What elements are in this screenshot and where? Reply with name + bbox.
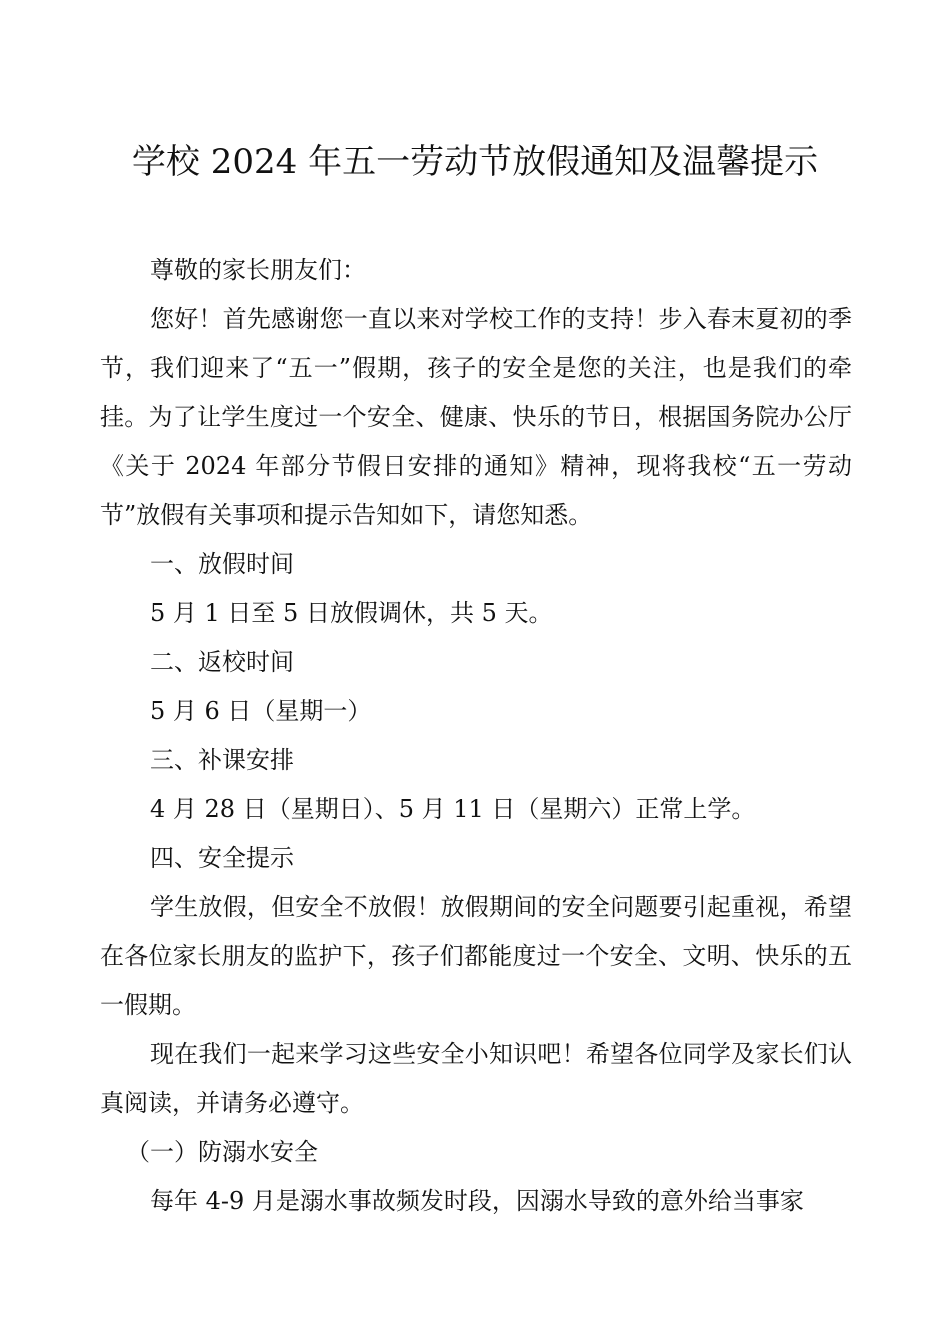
subsection-text-drowning: 每年 4-9 月是溺水事故频发时段，因溺水导致的意外给当事家 [150,1187,804,1215]
salutation: 尊敬的家长朋友们： [150,256,366,284]
document-title: 学校 2024 年五一劳动节放假通知及温馨提示 [131,142,819,182]
document-body [100,246,852,1226]
section-heading-holiday-time: 一、放假时间 [150,550,294,578]
section-heading-safety-tips: 四、安全提示 [150,844,294,872]
section-heading-makeup-classes: 三、补课安排 [150,746,294,774]
section-heading-return-time: 二、返校时间 [150,648,294,676]
section-text-safety-tips-1: 学生放假，但安全不放假！放假期间的安全问题要引起重视，希望在各位家长朋友的监护下，孩子们都能度过一个安全、文明、快乐的五一假期。 [100,893,852,1019]
intro-paragraph: 您好！首先感谢您一直以来对学校工作的支持！步入春末夏初的季节，我们迎来了“五一”假期，孩子的安全是您的关注，也是我们的牵挂。为了让学生度过一个安全、健康、快乐的节日，根据国务院办公厅《关于 2024 年部分节假日安排的通知》精神，现将我校“五一劳动节”放假有关事项和提示告知如下，请您知悉。 [100,305,852,529]
section-text-holiday-time: 5 月 1 日至 5 日放假调休，共 5 天。 [150,599,553,627]
section-text-makeup-classes: 4 月 28 日（星期日）、5 月 11 日（星期六）正常上学。 [150,795,756,823]
section-text-safety-tips-2: 现在我们一起来学习这些安全小知识吧！希望各位同学及家长们认真阅读，并请务必遵守。 [100,1040,852,1117]
subsection-heading-drowning: （一）防溺水安全 [126,1138,318,1166]
section-text-return-time: 5 月 6 日（星期一） [150,697,372,725]
